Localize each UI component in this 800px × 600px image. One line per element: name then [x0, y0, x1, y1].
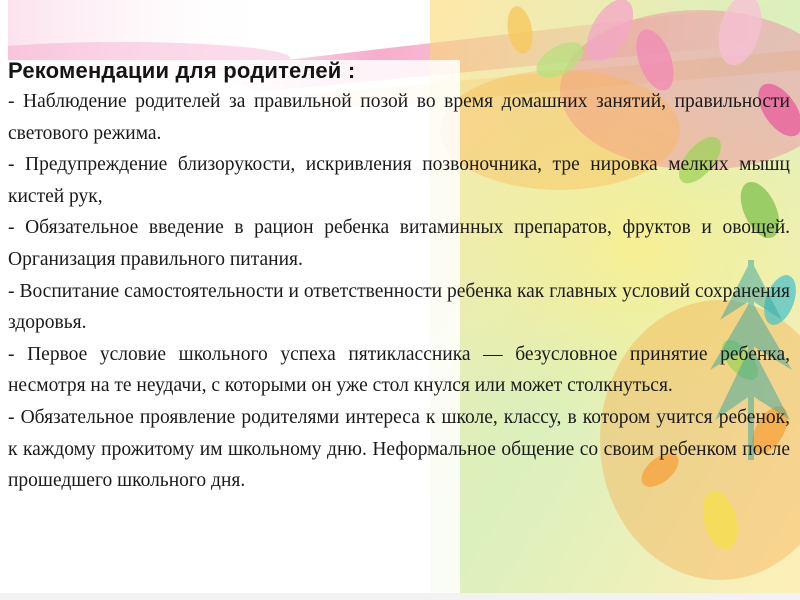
slide-title: Рекомендации для родителей :	[8, 58, 356, 83]
content-area	[8, 56, 790, 497]
recommendation-item-4: - Воспитание самостоятельности и ответственности ребенка как главных условий сохранения здоровья.	[8, 280, 790, 334]
recommendation-item-3: - Обязательное введение в рацион ребенка витаминных препаратов, фруктов и овощей. Организация правильного питания.	[8, 217, 790, 270]
recommendation-item-1: - Наблюдение родителей за правильной позой во время домашних занятий, правильности светового режима.	[8, 91, 790, 144]
recommendation-item-5: - Первое условие школьного успеха пятиклассника — безусловное принятие ребенка, несмотря на те неудачи, с которыми он уже стол кнулся или может столкнуться.	[8, 343, 790, 397]
recommendation-item-6: - Обязательное проявление родителями интереса к школе, классу, в котором учится ребенок, к каждому прожитому им школьному дню. Неформальное общение со своим ребенком после прошедшего школьного дня.	[8, 406, 790, 492]
bottom-strip	[0, 593, 800, 600]
recommendation-item-2: - Предупреждение близорукости, искривления позвоночника, тре нировка мелких мышц кистей рук,	[8, 154, 790, 207]
